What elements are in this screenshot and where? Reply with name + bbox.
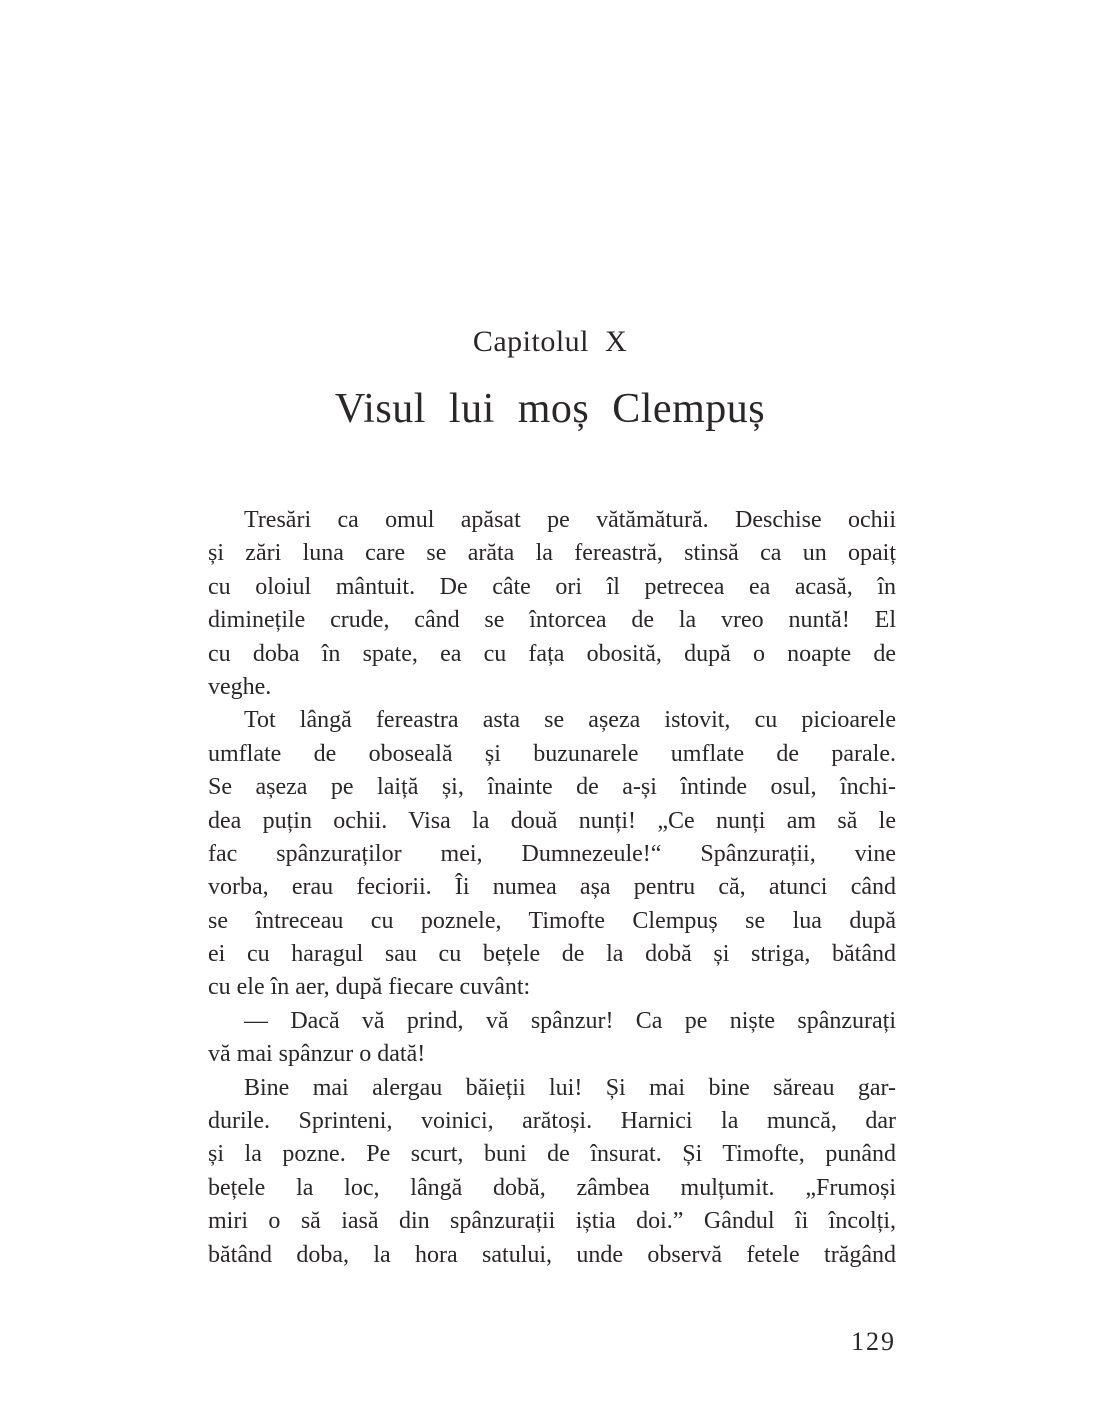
body-text — [208, 504, 896, 1272]
text-line: durile. Sprinteni, voinici, arătoși. Harnici la muncă, dar — [208, 1108, 896, 1135]
text-line: diminețile crude, când se întorcea de la vreo nuntă! El — [208, 607, 896, 634]
page-number: 129 — [851, 1327, 896, 1356]
text-line: și la pozne. Pe scurt, buni de însurat. Și Timofte, punând — [208, 1141, 896, 1168]
text-line: fac spânzuraților mei, Dumnezeule!“ Spânzurații, vine — [208, 840, 896, 867]
chapter-title: Visul lui moș Clempuș — [334, 386, 766, 432]
text-line: ei cu haragul sau cu bețele de la dobă și striga, bătând — [208, 941, 896, 968]
text-line: vorba, erau feciorii. Îi numea așa pentru că, atunci când — [208, 874, 896, 901]
text-line: dea puțin ochii. Visa la două nunți! „Ce nunți am să le — [208, 807, 896, 834]
chapter-label: Capitolul X — [472, 325, 628, 358]
text-line: și zări luna care se arăta la fereastră, stinsă ca un opaiț — [208, 540, 896, 567]
text-line: — Dacă vă prind, vă spânzur! Ca pe niște spânzurați — [244, 1007, 896, 1034]
text-line: bețele la loc, lângă dobă, zâmbea mulțumit. „Frumoși — [208, 1174, 896, 1201]
text-line: cu oloiul mântuit. De câte ori îl petrecea ea acasă, în — [208, 573, 896, 600]
text-line: bătând doba, la hora satului, unde observă fetele trăgând — [208, 1241, 896, 1268]
text-line: cu doba în spate, ea cu fața obosită, după o noapte de — [208, 640, 896, 667]
text-line: vă mai spânzur o dată! — [208, 1041, 426, 1068]
text-line: Tot lângă fereastra asta se așeza istovit, cu picioarele — [244, 707, 896, 734]
text-line: umflate de oboseală și buzunarele umflate de parale. — [208, 740, 896, 767]
text-line: cu ele în aer, după fiecare cuvânt: — [208, 974, 531, 1001]
text-line: se întreceau cu poznele, Timofte Clempuș se lua după — [208, 907, 896, 934]
text-line: Se așeza pe laiță și, înainte de a-și întinde osul, închi- — [208, 774, 896, 801]
text-line: Bine mai alergau băieții lui! Și mai bine săreau gar- — [244, 1074, 896, 1101]
text-line: Tresări ca omul apăsat pe vătămătură. Deschise ochii — [244, 507, 896, 533]
text-line: miri o să iasă din spânzurații iștia doi.” Gândul îi încolți, — [208, 1208, 896, 1235]
text-line: veghe. — [208, 673, 272, 700]
